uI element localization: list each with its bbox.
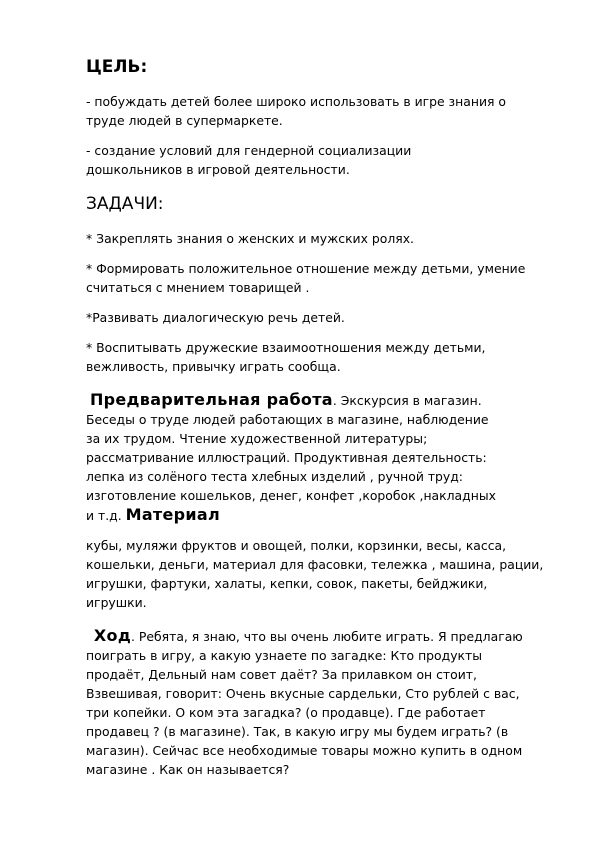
document-page: [86, 56, 556, 779]
preliminary-paragraph: [86, 390, 506, 525]
goal-item-1: - побуждать детей более широко использовать в игре знания о труде людей в супермаркете.: [86, 94, 506, 128]
goal-item-2: - создание условий для гендерной социализации дошкольников в игровой деятельности.: [86, 143, 412, 177]
course-paragraph: [86, 626, 536, 779]
material-title: Материал: [125, 505, 221, 524]
preliminary-text: . Экскурсия в магазин. Беседы о труде людей работающих в магазине, наблюдение за их трудом. Чтение художественной литературы; рассматривание иллюстраций. Продуктивная деятельность: лепка из солёного теста хлебных изделий , ручной труд: изготовление кошельков, денег, конфет ,коробок ,накладных и т.д.: [86, 393, 496, 523]
task-item-3: *Развивать диалогическую речь детей.: [86, 310, 345, 325]
task-item-1: * Закреплять знания о женских и мужских ролях.: [86, 231, 414, 246]
goal-heading: ЦЕЛЬ:: [86, 57, 148, 77]
material-text: кубы, муляжи фруктов и овощей, полки, корзинки, весы, касса, кошельки, деньги, материал для фасовки, тележка , машина, рации, игрушки, фартуки, халаты, кепки, совок, пакеты, бейджики, игрушки.: [86, 538, 544, 610]
course-title: Ход: [93, 626, 132, 645]
course-text: . Ребята, я знаю, что вы очень любите играть. Я предлагаю поиграть в игру, а какую узнаете по загадке: Кто продукты продаёт, Дельный нам совет даёт? За прилавком он стоит, Взвешивая, говорит: Очень вкусные сардельки, Сто рублей с вас, три копейки. О ком эта загадка? (о продавце). Где работает продавец ? (в магазине). Так, в какую игру мы будем играть? (в магазин). Сейчас все необходимые товары можно купить в одном магазине . Как он называется?: [86, 629, 523, 777]
task-item-4: * Воспитывать дружеские взаимоотношения между детьми, вежливость, привычку играть сообща.: [86, 340, 486, 374]
preliminary-title: Предварительная работа: [89, 390, 333, 409]
tasks-heading: ЗАДАЧИ:: [86, 194, 164, 214]
task-item-2: * Формировать положительное отношение между детьми, умение считаться с мнением товарищей .: [86, 261, 526, 295]
